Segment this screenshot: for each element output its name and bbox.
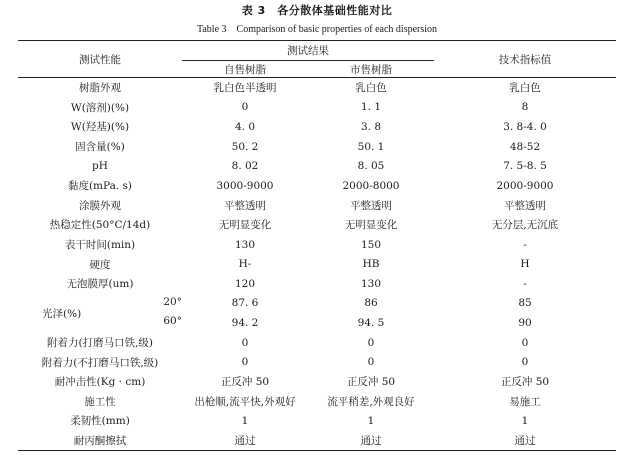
spec-value: 7. 5-8. 5 [503,160,547,173]
spec-value: 90 [518,316,532,329]
self-made-value: H- [238,258,252,271]
row-label: 涂膜外观 [79,199,121,212]
self-made-value: 87. 6 [231,297,259,310]
table-row [18,392,616,412]
table-row [18,294,616,314]
self-made-value: 94. 2 [231,316,259,329]
row-label: 耐冲击性(Kg · cm) [54,376,146,389]
spec-value: 乳白色 [509,82,541,95]
self-made-value: 无明显变化 [218,219,272,232]
table-row [18,117,616,137]
gloss-label: 光泽(%) [42,307,82,320]
commercial-value: 130 [360,277,382,290]
table-row [18,333,616,353]
spec-value: - [523,238,527,251]
table-row [18,156,616,176]
commercial-value: 正反冲 50 [346,376,396,389]
commercial-value: 2000-8000 [342,179,400,192]
commercial-value: 94. 5 [357,316,385,329]
header-spec: 技术指标值 [434,41,616,78]
gloss-angle: 20° [163,295,182,308]
table-row [18,137,616,157]
commercial-value: 乳白色 [355,82,387,95]
self-made-value: 0 [241,356,249,369]
table-row [18,352,616,372]
table-row [18,274,616,294]
row-label: 附着力(打磨马口铁,级) [46,337,154,350]
spec-value: 48-52 [509,140,541,153]
row-label: W(羟基)(%) [70,121,130,134]
self-made-value: 4. 0 [234,120,256,133]
self-made-value: 0 [241,101,249,114]
spec-value: H [520,258,530,271]
commercial-value: 0 [367,356,375,369]
table-row [18,176,616,196]
commercial-value: 无明显变化 [344,219,398,232]
spec-value: 无分层,无沉底 [491,219,559,232]
row-label: 耐丙酮擦拭 [18,431,182,451]
table-row [18,411,616,431]
properties-table [18,40,616,451]
commercial-value: 150 [360,238,382,251]
table-row [18,431,616,451]
header-self-made: 自售树脂 [182,61,308,78]
table-title-cn: 表 3 各分散体基础性能对比 [241,4,393,17]
spec-value: 8 [521,101,529,114]
self-made-value: 120 [234,277,256,290]
spec-value: 1 [521,414,529,427]
table-row [18,235,616,255]
spec-value: - [523,277,527,290]
row-label: pH [92,160,108,173]
row-label: 硬度 [89,258,111,271]
self-made-value: 8. 02 [231,160,259,173]
row-label: 柔韧性(mm) [70,415,130,428]
gloss-cell [18,313,182,333]
spec-value: 85 [518,297,532,310]
row-label: 固含量(%) [75,141,125,154]
row-label: W(溶剂)(%) [70,101,130,114]
commercial-value: 1 [367,414,375,427]
self-made-value: 出枪顺,流平快,外观好 [194,395,296,408]
self-made-value: 正反冲 50 [220,376,270,389]
row-label: 树脂外观 [79,82,121,95]
commercial-value: 通过 [308,431,434,451]
table-row [18,313,616,333]
commercial-value: 流平稍差,外观良好 [327,395,415,408]
commercial-value: 8. 05 [357,160,385,173]
table-row [18,78,616,98]
spec-value: 易施工 [509,395,541,408]
spec-value: 正反冲 50 [500,376,550,389]
table-row [18,215,616,235]
row-label: 表干时间(min) [64,239,136,252]
header-commercial: 市售树脂 [308,61,434,78]
spec-value: 通过 [434,431,616,451]
self-made-value: 50. 2 [231,140,259,153]
row-label: 附着力(不打磨马口铁,级) [41,356,159,369]
row-label: 无泡膜厚(um) [66,278,134,291]
self-made-value: 乳白色半透明 [213,82,277,95]
gloss-cell [18,294,182,320]
self-made-value: 平整透明 [224,199,266,212]
header-results: 测试结果 [182,41,434,61]
commercial-value: 50. 1 [357,140,385,153]
row-label: 黏度(mPa. s) [67,180,133,193]
commercial-value: HB [362,258,380,271]
header-property: 测试性能 [18,41,182,78]
table-title-en: Table 3 Comparison of basic properties of each dispersion [196,24,438,35]
spec-value: 0 [521,336,529,349]
row-label: 施工性 [84,395,116,408]
table-row [18,196,616,216]
self-made-value: 3000-9000 [216,179,274,192]
self-made-value: 130 [234,238,256,251]
gloss-angle: 60° [163,315,182,328]
self-made-value: 0 [241,336,249,349]
table-row [18,98,616,118]
spec-value: 0 [521,356,529,369]
spec-value: 平整透明 [504,199,546,212]
spec-value: 2000-9000 [496,179,554,192]
self-made-value: 通过 [182,431,308,451]
commercial-value: 平整透明 [350,199,392,212]
table-row [18,372,616,392]
commercial-value: 1. 1 [360,101,382,114]
commercial-value: 3. 8 [360,120,382,133]
spec-value: 3. 8-4. 0 [503,120,547,133]
table-row [18,254,616,274]
row-label: 热稳定性(50°C/14d) [49,219,151,232]
commercial-value: 86 [364,297,378,310]
self-made-value: 1 [241,414,249,427]
commercial-value: 0 [367,336,375,349]
